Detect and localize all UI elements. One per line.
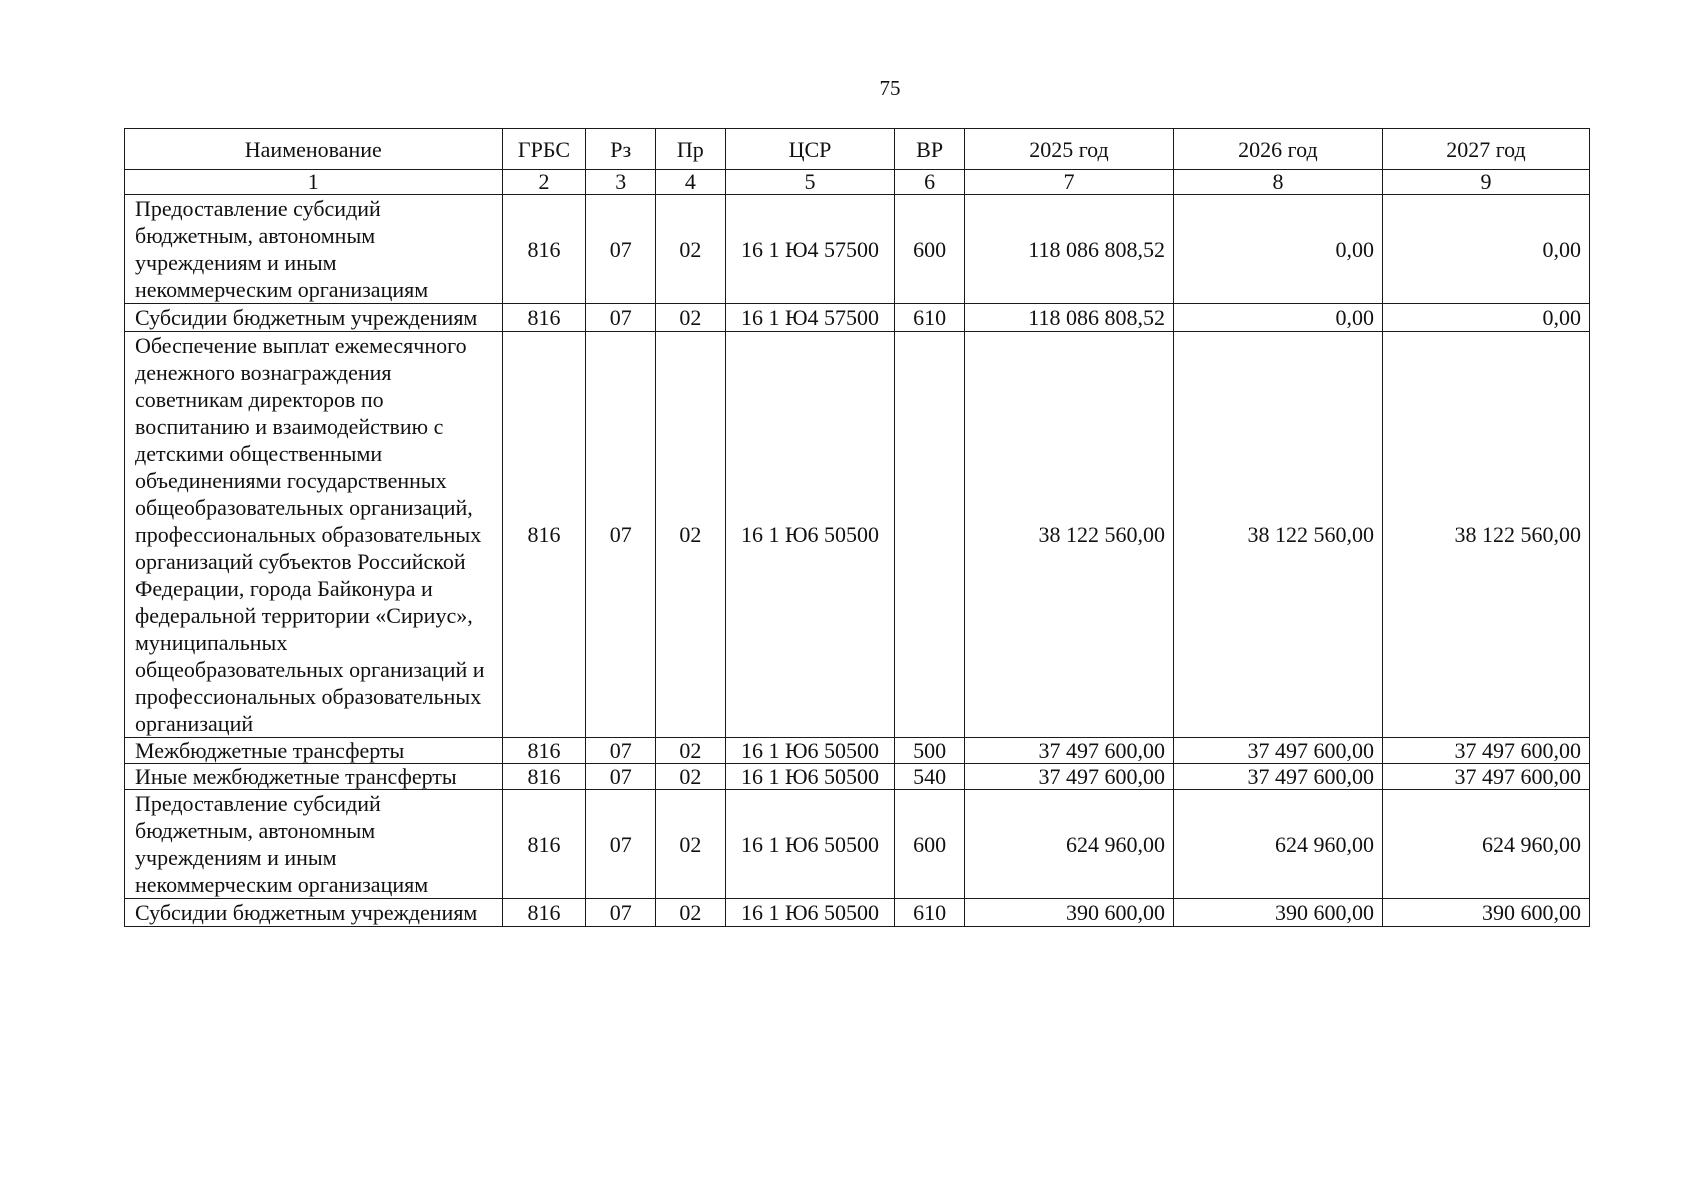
row-csr: 16 1 Ю6 50500	[725, 764, 895, 790]
row-pr: 02	[656, 738, 726, 764]
table-row	[125, 790, 1590, 899]
header-vr: ВР	[895, 129, 965, 170]
row-2026: 37 497 600,00	[1173, 764, 1382, 790]
row-rz: 07	[586, 899, 656, 927]
row-2025: 37 497 600,00	[964, 738, 1173, 764]
row-pr: 02	[656, 304, 726, 332]
row-name: Предоставление субсидий бюджетным, автономным учреждениям и иным некоммерческим организациям	[125, 195, 503, 304]
row-csr: 16 1 Ю6 50500	[725, 332, 895, 738]
row-name: Межбюджетные трансферты	[125, 738, 503, 764]
row-2025: 38 122 560,00	[964, 332, 1173, 738]
row-csr: 16 1 Ю6 50500	[725, 790, 895, 899]
column-number: 8	[1173, 170, 1382, 195]
table-row	[125, 332, 1590, 738]
row-2027: 390 600,00	[1382, 899, 1589, 927]
row-csr: 16 1 Ю6 50500	[725, 738, 895, 764]
row-2025: 118 086 808,52	[964, 304, 1173, 332]
row-pr: 02	[656, 195, 726, 304]
header-2026: 2026 год	[1173, 129, 1382, 170]
row-2027: 37 497 600,00	[1382, 764, 1589, 790]
table-row	[125, 899, 1590, 927]
table-row	[125, 764, 1590, 790]
row-rz: 07	[586, 738, 656, 764]
row-grbs: 816	[502, 738, 586, 764]
row-grbs: 816	[502, 195, 586, 304]
row-vr: 600	[895, 195, 965, 304]
header-grbs: ГРБС	[502, 129, 586, 170]
header-name: Наименование	[125, 129, 503, 170]
column-number: 6	[895, 170, 965, 195]
row-2027: 0,00	[1382, 195, 1589, 304]
row-2026: 37 497 600,00	[1173, 738, 1382, 764]
row-csr: 16 1 Ю4 57500	[725, 304, 895, 332]
row-2027: 0,00	[1382, 304, 1589, 332]
row-pr: 02	[656, 332, 726, 738]
row-rz: 07	[586, 332, 656, 738]
column-number-row	[125, 170, 1590, 195]
row-name: Предоставление субсидий бюджетным, автономным учреждениям и иным некоммерческим организациям	[125, 790, 503, 899]
row-2027: 37 497 600,00	[1382, 738, 1589, 764]
header-pr: Пр	[656, 129, 726, 170]
row-csr: 16 1 Ю4 57500	[725, 195, 895, 304]
row-name: Субсидии бюджетным учреждениям	[125, 899, 503, 927]
budget-table	[124, 128, 1590, 927]
row-rz: 07	[586, 764, 656, 790]
column-number: 1	[125, 170, 503, 195]
row-grbs: 816	[502, 304, 586, 332]
table-row	[125, 195, 1590, 304]
row-vr: 600	[895, 790, 965, 899]
row-vr	[895, 332, 965, 738]
row-pr: 02	[656, 899, 726, 927]
row-grbs: 816	[502, 332, 586, 738]
row-2025: 390 600,00	[964, 899, 1173, 927]
header-csr: ЦСР	[725, 129, 895, 170]
header-row	[125, 129, 1590, 170]
row-2027: 624 960,00	[1382, 790, 1589, 899]
row-2026: 390 600,00	[1173, 899, 1382, 927]
row-rz: 07	[586, 304, 656, 332]
column-number: 7	[964, 170, 1173, 195]
header-2027: 2027 год	[1382, 129, 1589, 170]
table-row	[125, 304, 1590, 332]
row-csr: 16 1 Ю6 50500	[725, 899, 895, 927]
row-2026: 0,00	[1173, 195, 1382, 304]
row-2025: 118 086 808,52	[964, 195, 1173, 304]
column-number: 9	[1382, 170, 1589, 195]
row-2025: 37 497 600,00	[964, 764, 1173, 790]
row-2025: 624 960,00	[964, 790, 1173, 899]
row-pr: 02	[656, 764, 726, 790]
table-row	[125, 738, 1590, 764]
row-grbs: 816	[502, 764, 586, 790]
row-pr: 02	[656, 790, 726, 899]
column-number: 2	[502, 170, 586, 195]
row-name: Иные межбюджетные трансферты	[125, 764, 503, 790]
row-vr: 500	[895, 738, 965, 764]
row-2026: 0,00	[1173, 304, 1382, 332]
header-2025: 2025 год	[964, 129, 1173, 170]
row-vr: 540	[895, 764, 965, 790]
header-rz: Рз	[586, 129, 656, 170]
row-vr: 610	[895, 304, 965, 332]
row-grbs: 816	[502, 899, 586, 927]
column-number: 4	[656, 170, 726, 195]
row-2026: 624 960,00	[1173, 790, 1382, 899]
row-grbs: 816	[502, 790, 586, 899]
column-number: 3	[586, 170, 656, 195]
row-vr: 610	[895, 899, 965, 927]
row-2026: 38 122 560,00	[1173, 332, 1382, 738]
row-name: Субсидии бюджетным учреждениям	[125, 304, 503, 332]
row-rz: 07	[586, 790, 656, 899]
page-number: 75	[879, 76, 901, 100]
row-name: Обеспечение выплат ежемесячного денежного вознаграждения советникам директоров по воспитанию и взаимодействию с детскими общественными объединениями государственных общеобразовательных организаций, профессиональных образовательных организаций субъектов Российской Федерации, города Байконура и федеральной территории «Сириус», муниципальных общеобразовательных организаций и профессиональных образовательных организаций	[125, 332, 503, 738]
column-number: 5	[725, 170, 895, 195]
row-rz: 07	[586, 195, 656, 304]
row-2027: 38 122 560,00	[1382, 332, 1589, 738]
